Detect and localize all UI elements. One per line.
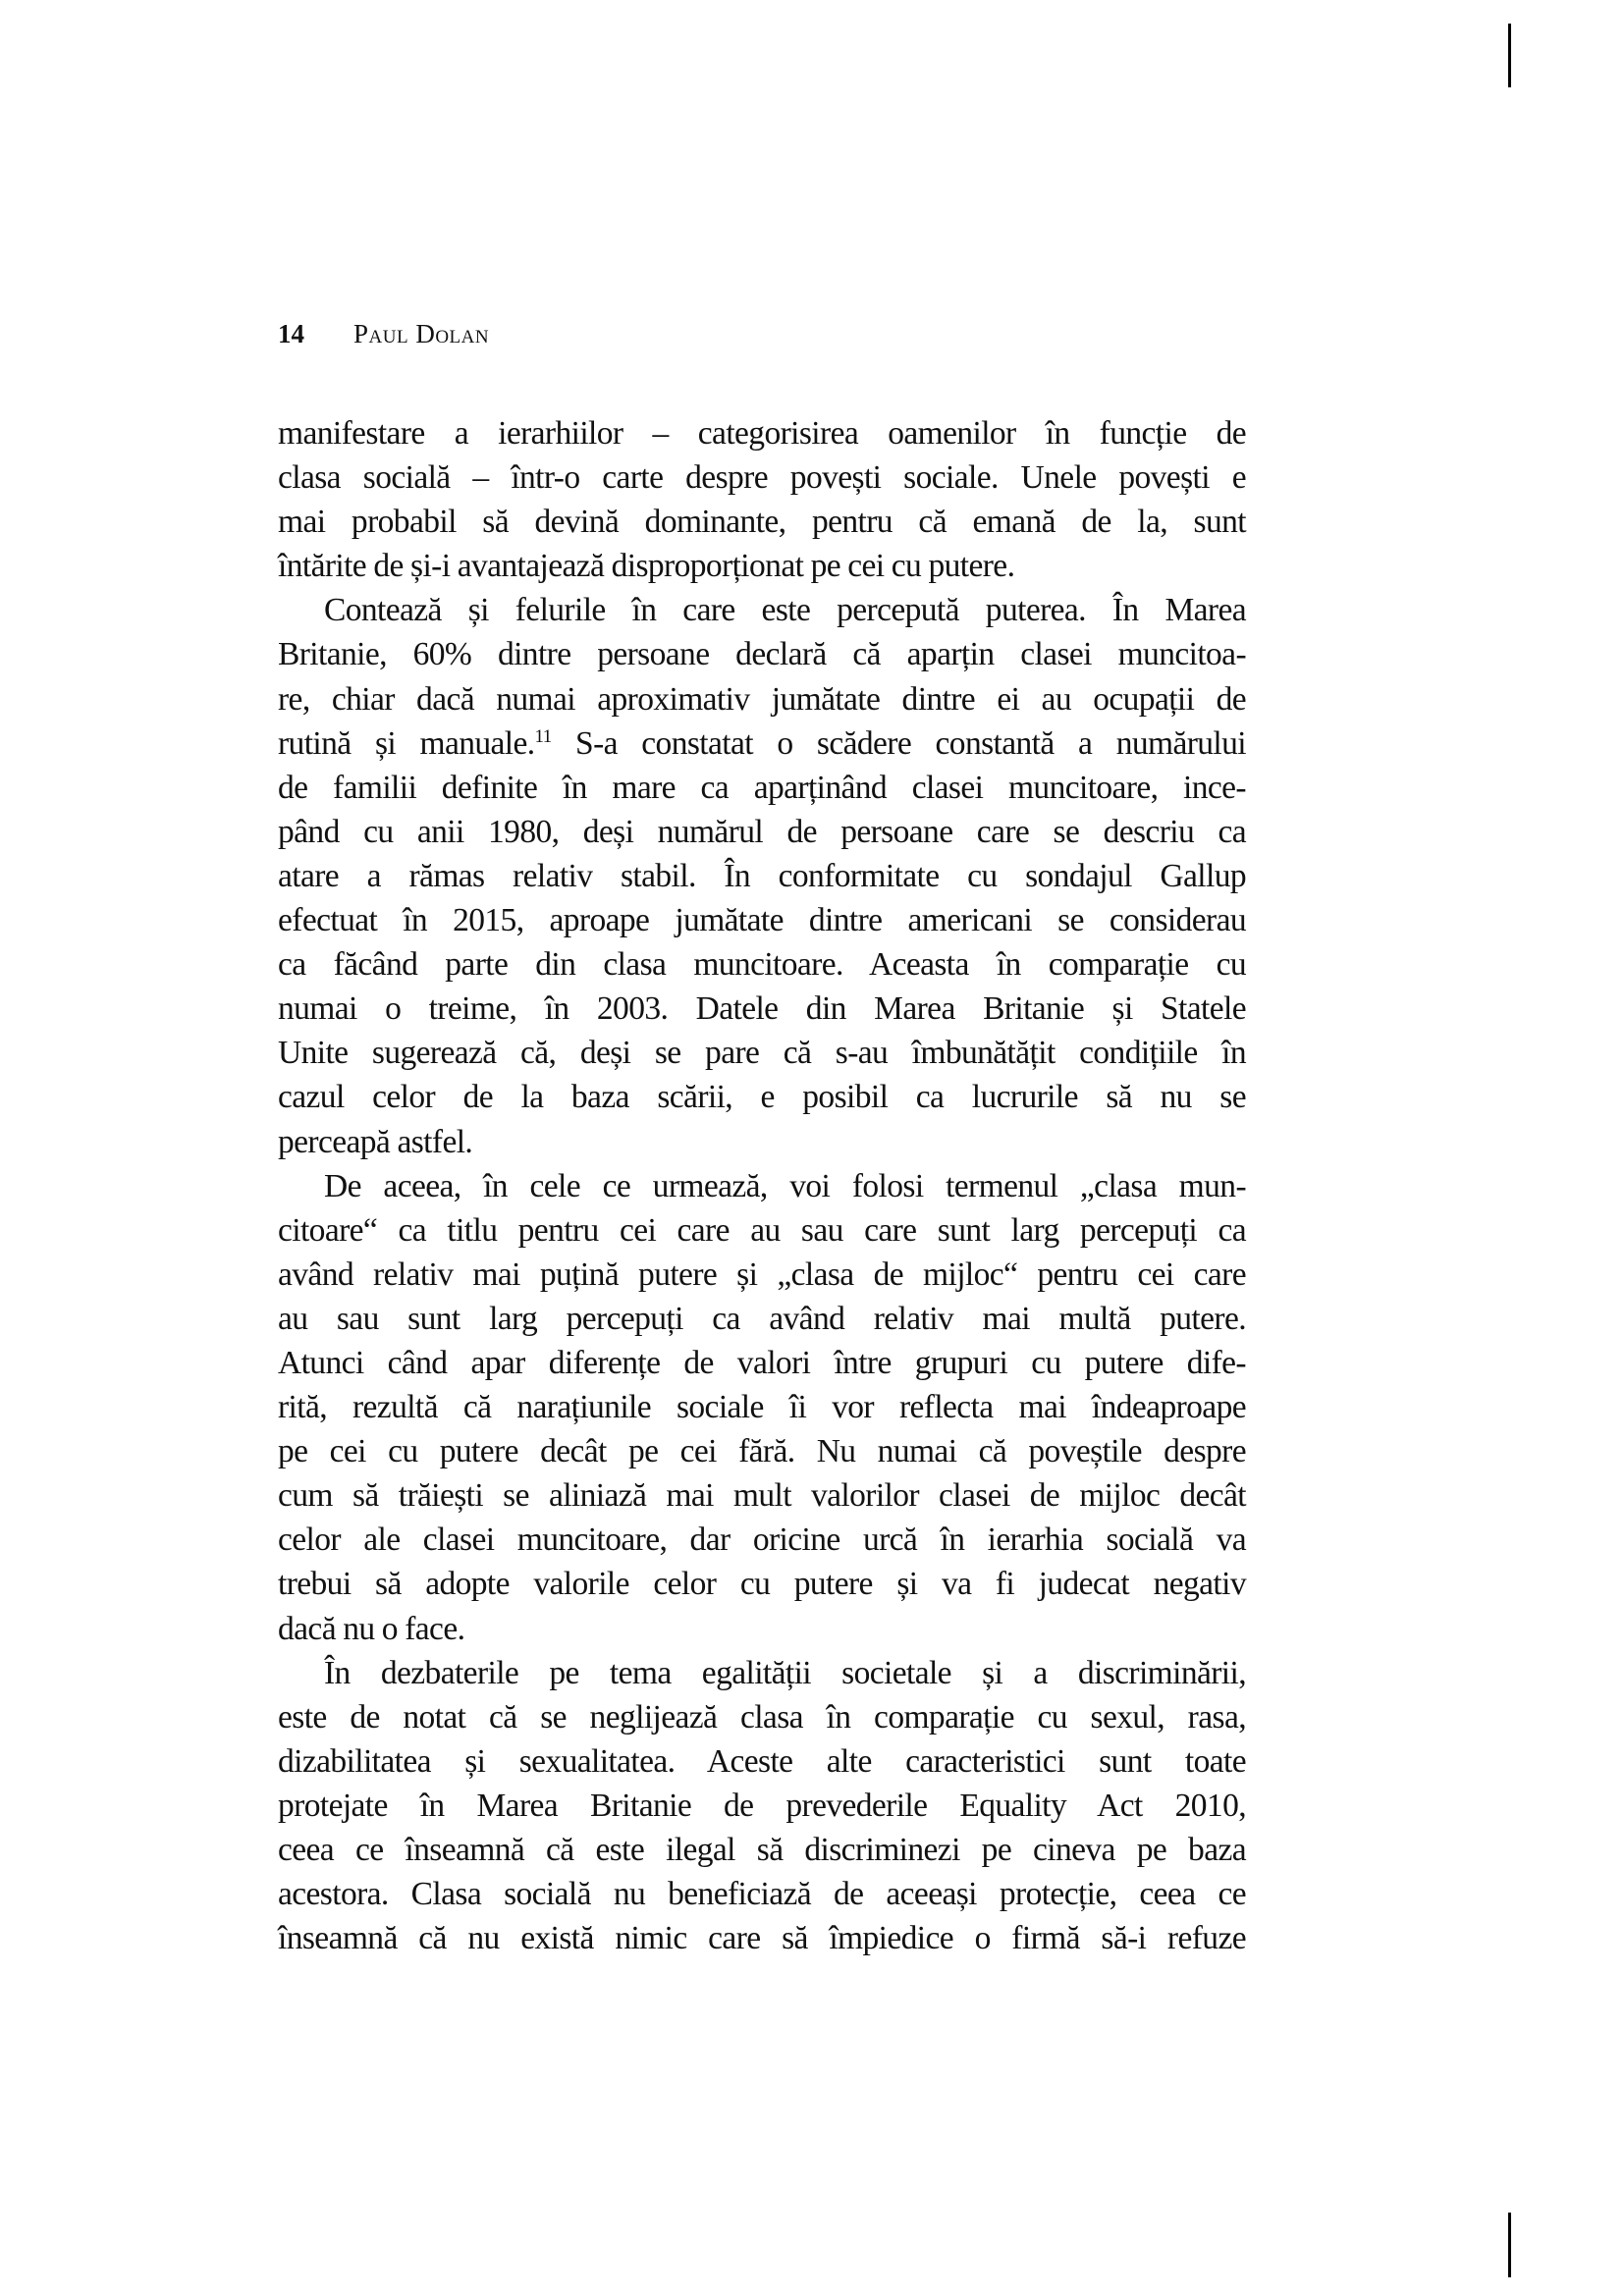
page-number: 14 — [278, 319, 304, 348]
text-line: manifestare a ierarhiilor – categorisirea oamenilor în funcție de — [278, 415, 1246, 452]
text-line: Britanie, 60% dintre persoane declară că aparțin clasei muncitoa- — [278, 636, 1246, 673]
text-line: citoare“ ca titlu pentru cei care au sau care sunt larg percepuți ca — [278, 1211, 1246, 1249]
text-line: Contează și felurile în care este percepută puterea. În Marea — [324, 592, 1246, 629]
text-line: protejate în Marea Britanie de prevederile Equality Act 2010, — [278, 1787, 1246, 1824]
text-line: de familii definite în mare ca aparținând clasei muncitoare, ince- — [278, 769, 1246, 806]
text-line: cum să trăiești se aliniază mai mult valorilor clasei de mijloc decât — [278, 1477, 1246, 1515]
text-line: atare a rămas relativ stabil. În conformitate cu sondajul Gallup — [278, 857, 1246, 894]
paragraph — [278, 1164, 1246, 1651]
text-line: ca făcând parte din clasa muncitoare. Aceasta în comparație cu — [278, 946, 1246, 984]
text-line: celor ale clasei muncitoare, dar oricine urcă în ierarhia socială va — [278, 1522, 1246, 1559]
text-line: ceea ce înseamnă că este ilegal să discriminezi pe cineva pe baza — [278, 1832, 1246, 1868]
crop-mark-top — [1508, 24, 1511, 87]
text-line: dizabilitatea și sexualitatea. Aceste alte caracteristici sunt toate — [278, 1742, 1246, 1780]
text-line: este de notat că se neglijează clasa în comparație cu sexul, rasa, — [278, 1698, 1246, 1735]
text-line: dacă nu o face. — [278, 1610, 465, 1647]
crop-mark-bottom — [1508, 2213, 1511, 2277]
text-line: În dezbaterile pe tema egalității societale și a discriminării, — [324, 1654, 1246, 1691]
text-line: clasa socială – într-o carte despre povești sociale. Unele povești e — [278, 459, 1246, 497]
paragraph — [278, 1651, 1246, 1961]
footnote-marker[interactable]: 11 — [534, 725, 552, 747]
text-line: De aceea, în cele ce urmează, voi folosi termenul „clasa mun- — [324, 1167, 1246, 1204]
body-text — [278, 411, 1246, 1960]
text-line: cazul celor de la baza scării, e posibil ca lucrurile să nu se — [278, 1079, 1246, 1116]
text-fragment: S-a constatat o scădere constantă a numărului — [551, 724, 1246, 762]
text-line: Atunci când apar diferențe de valori între grupuri cu putere dife- — [278, 1344, 1246, 1381]
text-fragment: rutină și manuale. — [278, 724, 535, 762]
text-line: acestora. Clasa socială nu beneficiază de aceeași protecție, ceea ce — [278, 1876, 1246, 1913]
text-line: pe cei cu putere decât pe cei fără. Nu numai că poveștile despre — [278, 1433, 1246, 1470]
paragraph — [278, 588, 1246, 1163]
text-line: numai o treime, în 2003. Datele din Marea Britanie și Statele — [278, 990, 1246, 1028]
text-line: efectuat în 2015, aproape jumătate dintre americani se considerau — [278, 902, 1246, 939]
text-line: rită, rezultă că narațiunile sociale îi vor reflecta mai îndeaproape — [278, 1389, 1246, 1426]
text-line: au sau sunt larg percepuți ca având relativ mai multă putere. — [278, 1300, 1246, 1337]
text-line: re, chiar dacă numai aproximativ jumătate dintre ei au ocupații de — [278, 680, 1246, 718]
text-line-with-footnote — [278, 721, 1246, 766]
text-line: înseamnă că nu există nimic care să împiedice o firmă să-i refuze — [278, 1920, 1246, 1957]
text-line: trebui să adopte valorile celor cu putere și va fi judecat negativ — [278, 1566, 1246, 1603]
text-line: perceapă astfel. — [278, 1123, 473, 1160]
text-line: întărite de și-i avantajează disproporționat pe cei cu putere. — [278, 548, 1015, 585]
author-name: Paul Dolan — [353, 319, 490, 348]
text-line: pând cu anii 1980, deși numărul de persoane care se descriu ca — [278, 813, 1246, 850]
text-line: având relativ mai puțină putere și „clasa de mijloc“ pentru cei care — [278, 1255, 1246, 1293]
paragraph — [278, 411, 1246, 588]
running-head — [278, 316, 489, 351]
text-line: mai probabil să devină dominante, pentru că emană de la, sunt — [278, 504, 1246, 541]
text-line: Unite sugerează că, deși se pare că s-au îmbunătățit condițiile în — [278, 1035, 1246, 1072]
